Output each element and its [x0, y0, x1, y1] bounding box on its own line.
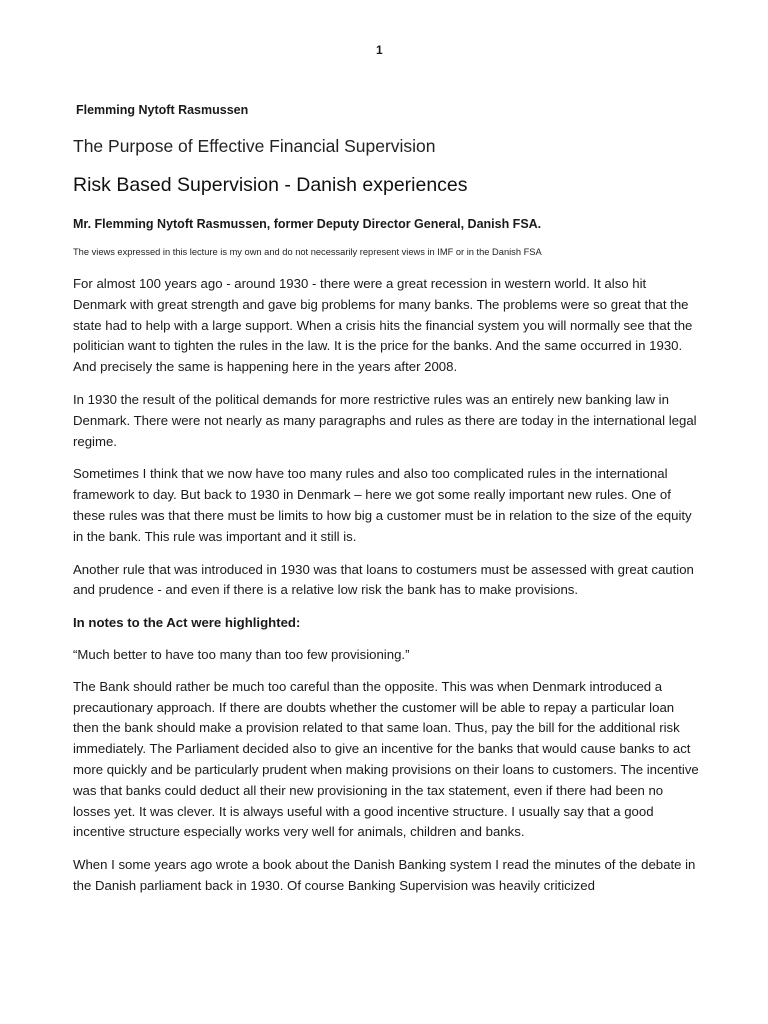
notes-heading: In notes to the Act were highlighted: [73, 615, 301, 631]
paragraph: For almost 100 years ago - around 1930 - there were a great recession in western world. It also hit Denmark with great strength and gave big problems for many banks. The problems were so great that the state had to help with a large support. When a crisis hits the financial system you will normally see that the politician want to tighten the rules in the law. It is the price for the banks. And the same occurred in 1930. And precisely the same is happening here in the years after 2008. [73, 276, 693, 375]
document-subtitle: The Purpose of Effective Financial Supervision [73, 136, 436, 156]
body-text [73, 274, 703, 909]
paragraph: When I some years ago wrote a book about the Danish Banking system I read the minutes of the debate in the Danish parliament back in 1930. Of course Banking Supervision was heavily criticized [73, 857, 696, 893]
paragraph: Another rule that was introduced in 1930 was that loans to costumers must be assessed with great caution and prudence - and even if there is a relative low risk the bank has to make provisions. [73, 561, 694, 598]
paragraph: Sometimes I think that we now have too many rules and also too complicated rules in the international framework to day. But back to 1930 in Denmark – here we got some really important new rules. One of these rules was that there must be limits to how big a customer must be in relation to the size of the equity in the bank. This rule was important and it still is. [73, 466, 692, 544]
document-title: Risk Based Supervision - Danish experiences [73, 174, 468, 196]
paragraph: The Bank should rather be much too careful than the opposite. This was when Denmark introduced a precautionary approach. If there are doubts whether the customer will be able to repay a particular loan then the bank should make a provision related to that same loan. Thus, pay the bill for the additional risk immediately. The Parliament decided also to give an incentive for the banks that would cause banks to act more quickly and be particularly prudent when making provisions on their loans to customers. The incentive was that banks could deduct all their new provisioning in the tax statement, even if there had been no losses yet. It was clever. It is always useful with a good incentive structure. I usually say that a good incentive structure especially works very well for animals, children and banks. [73, 678, 699, 840]
author-name: Flemming Nytoft Rasmussen [76, 103, 249, 117]
page-number: 1 [376, 43, 383, 57]
paragraph: In 1930 the result of the political demands for more restrictive rules was an entirely new banking law in Denmark. There were not nearly as many paragraphs and rules as there are today in the international legal regime. [73, 391, 697, 449]
speaker-line: Mr. Flemming Nytoft Rasmussen, former Deputy Director General, Danish FSA. [73, 217, 542, 231]
disclaimer: The views expressed in this lecture is my own and do not necessarily represent views in IMF or in the Danish FSA [73, 247, 542, 257]
quote: “Much better to have too many than too few provisioning.” [73, 646, 410, 662]
